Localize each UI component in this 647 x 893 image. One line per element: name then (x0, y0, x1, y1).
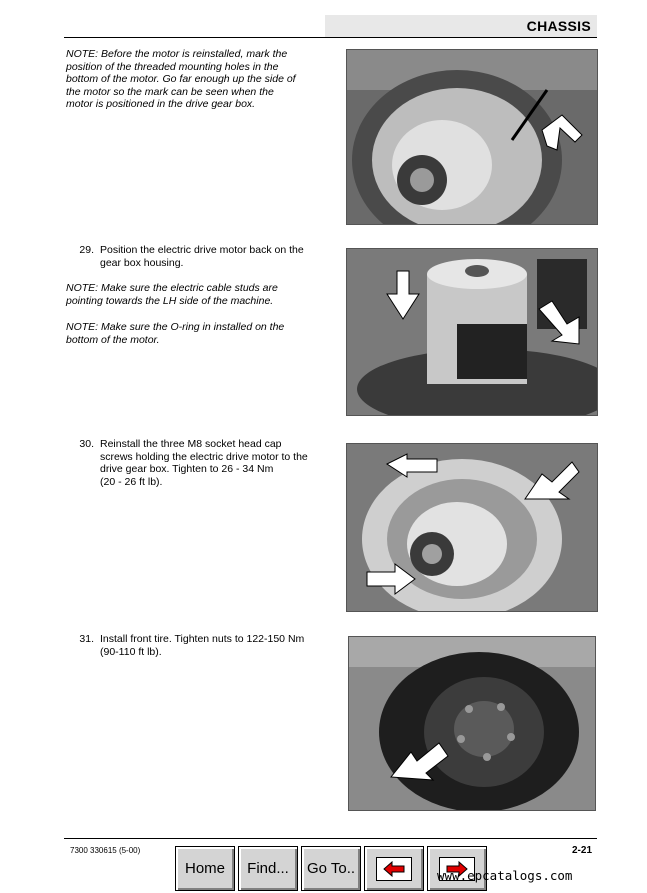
note-line: bottom of the motor. (66, 333, 160, 346)
note-line: bottom of the motor. Go far enough up the side of (66, 73, 296, 86)
footer-rule (64, 838, 597, 839)
note-line: NOTE: Make sure the electric cable studs are (66, 282, 278, 294)
step-number: 29. (79, 244, 94, 256)
home-button[interactable]: Home (175, 846, 235, 891)
doc-number: 7300 330615 (5-00) (70, 846, 141, 855)
note-cable-studs (66, 282, 336, 307)
step-30 (66, 438, 336, 488)
step-line: gear box housing. (100, 256, 184, 269)
photo-motor-gearbox (346, 248, 598, 416)
step-line: Reinstall the three M8 socket head cap (100, 438, 282, 450)
photo-motor-bottom (346, 49, 598, 225)
section-title: CHASSIS (526, 18, 591, 34)
watermark: www.epcatalogs.com (437, 868, 573, 883)
step-line: drive gear box. Tighten to 26 - 34 Nm (100, 463, 274, 476)
note-line: NOTE: Make sure the O-ring in installed on the (66, 321, 285, 333)
goto-button[interactable]: Go To.. (301, 846, 361, 891)
note-line: the motor so the mark can be seen when the (66, 85, 274, 98)
step-line: screws holding the electric drive motor to the (100, 450, 308, 463)
note-o-ring (66, 321, 336, 346)
step-number: 30. (79, 438, 94, 450)
note-line: position of the threaded mounting holes in the (66, 60, 279, 73)
find-button[interactable]: Find... (238, 846, 298, 891)
previous-page-button[interactable] (364, 846, 424, 891)
arrow-left-icon (376, 857, 412, 881)
step-line: Install front tire. Tighten nuts to 122-150 Nm (100, 633, 305, 645)
photo-front-tire (348, 636, 596, 811)
page-number: 2-21 (572, 845, 593, 856)
header-box (325, 15, 597, 38)
note-line: pointing towards the LH side of the machine. (66, 294, 274, 307)
step-line: (20 - 26 ft lb). (100, 475, 163, 488)
step-29 (66, 244, 336, 269)
step-line: (90-110 ft lb). (100, 645, 162, 658)
step-number: 31. (79, 633, 94, 645)
note-mark-motor (66, 48, 336, 111)
photo-socket-screws (346, 443, 598, 612)
step-line: Position the electric drive motor back on the (100, 244, 304, 256)
header-rule (64, 37, 597, 38)
note-line: motor is positioned in the drive gear box. (66, 98, 256, 111)
step-31 (66, 633, 336, 658)
note-line: NOTE: Before the motor is reinstalled, mark the (66, 48, 288, 60)
